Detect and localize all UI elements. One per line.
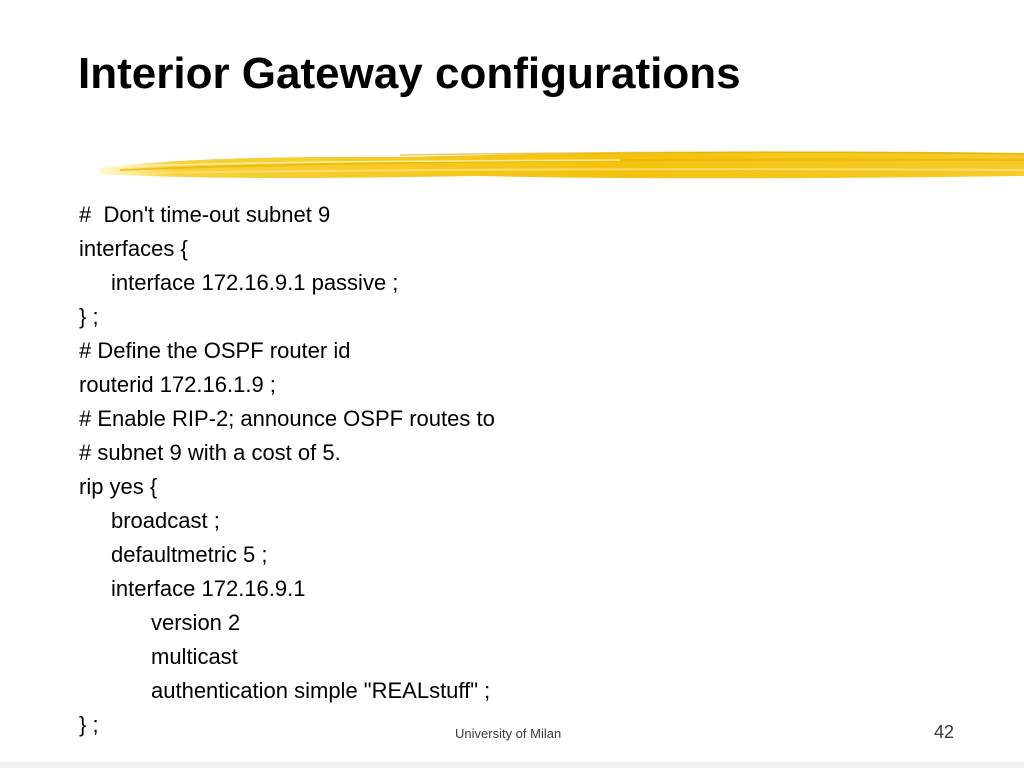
code-line: broadcast ;: [111, 508, 220, 533]
page-number: 42: [934, 722, 955, 742]
code-line: multicast: [151, 644, 238, 669]
code-line: # Enable RIP-2; announce OSPF routes to: [79, 406, 495, 431]
yellow-brush-stroke-decoration: [100, 146, 1024, 188]
code-line: } ;: [79, 712, 99, 737]
code-line: defaultmetric 5 ;: [111, 542, 268, 567]
bottom-divider: [0, 762, 1024, 768]
code-line: # subnet 9 with a cost of 5.: [79, 440, 341, 465]
code-line: # Don't time-out subnet 9: [79, 202, 331, 227]
code-listing: [79, 198, 495, 742]
code-line: interfaces {: [79, 236, 188, 261]
code-line: routerid 172.16.1.9 ;: [79, 372, 276, 397]
code-line: interface 172.16.9.1: [111, 576, 306, 601]
code-line: version 2: [151, 610, 241, 635]
code-line: interface 172.16.9.1 passive ;: [111, 270, 399, 295]
code-line: # Define the OSPF router id: [79, 338, 351, 363]
code-line: } ;: [79, 304, 99, 329]
code-line: authentication simple "REALstuff" ;: [151, 678, 491, 703]
footer-university: University of Milan: [455, 726, 562, 741]
code-line: rip yes {: [79, 474, 158, 499]
slide-title: Interior Gateway configurations: [78, 49, 741, 98]
